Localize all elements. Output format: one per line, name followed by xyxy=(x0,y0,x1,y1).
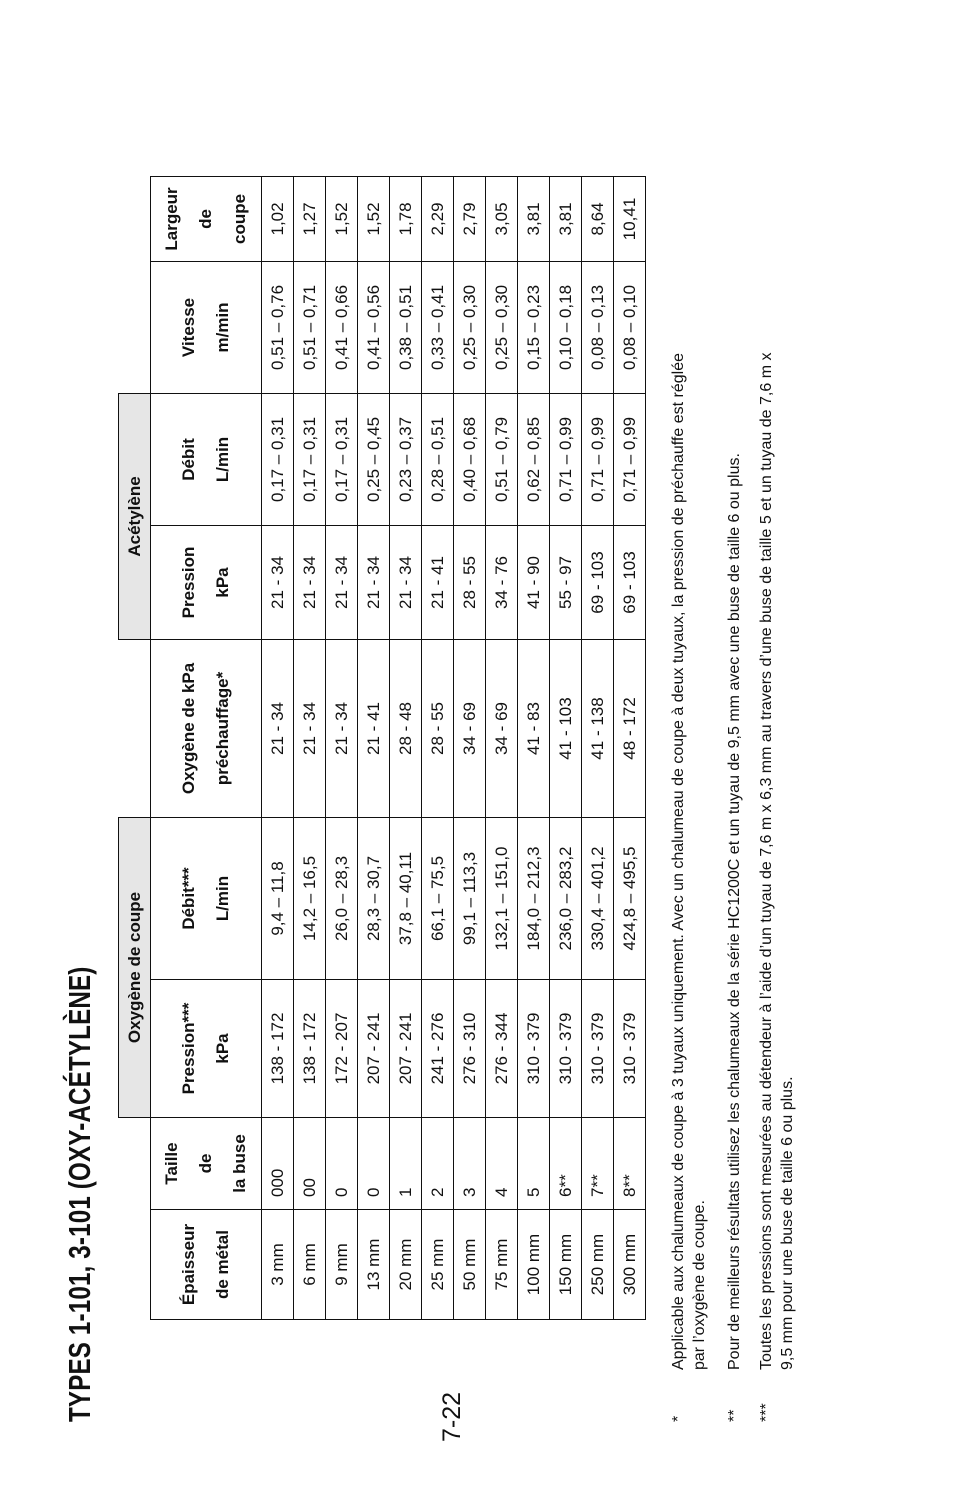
table-cell: 55 - 97 xyxy=(550,525,582,639)
group-header-acetylene: Acétylène xyxy=(119,393,151,639)
table-cell: 310 - 379 xyxy=(550,980,582,1118)
table-cell: 1,27 xyxy=(294,176,326,261)
table-cell: 21 - 34 xyxy=(262,639,294,817)
table-cell: 207 - 241 xyxy=(358,980,390,1118)
page-number: 7-22 xyxy=(438,1391,466,1442)
table-cell: 0,51 – 0,76 xyxy=(262,261,294,393)
table-cell: 0,33 – 0,41 xyxy=(422,261,454,393)
table-cell: 0 xyxy=(326,1118,358,1210)
group-header-cutting-oxygen: Oxygène de coupe xyxy=(119,817,151,1117)
table-row xyxy=(550,176,582,1319)
table-cell: 50 mm xyxy=(454,1210,486,1320)
footnote-mark: *** xyxy=(758,1403,775,1422)
table-cell: 20 mm xyxy=(390,1210,422,1320)
header-nozzle-size: Taille de la buse xyxy=(151,1118,262,1210)
table-cell: 0,25 – 0,30 xyxy=(454,261,486,393)
table-cell: 0,51 – 0,79 xyxy=(486,393,518,525)
table-cell: 21 - 34 xyxy=(262,525,294,639)
table-cell: 41 - 103 xyxy=(550,639,582,817)
header-acetylene-pressure: Pression kPa xyxy=(151,525,262,639)
table-cell: 21 - 34 xyxy=(294,639,326,817)
table-cell: 5 xyxy=(518,1118,550,1210)
table-cell: 1,52 xyxy=(358,176,390,261)
table-cell: 69 - 103 xyxy=(614,525,646,639)
footnote-mark: ** xyxy=(726,1409,743,1422)
table-cell: 21 - 34 xyxy=(358,525,390,639)
table-cell: 3,81 xyxy=(550,176,582,261)
table-cell: 34 - 76 xyxy=(486,525,518,639)
table-cell: 207 - 241 xyxy=(390,980,422,1118)
header-speed: Vitesse m/min xyxy=(151,261,262,393)
table-cell: 100 mm xyxy=(518,1210,550,1320)
header-kerf-width: Largeur de coupe xyxy=(151,176,262,261)
table-cell: 0,71 – 0,99 xyxy=(550,393,582,525)
footnote-mark: * xyxy=(670,1415,687,1422)
table-cell: 99,1 – 113,3 xyxy=(454,817,486,979)
table-cell: 250 mm xyxy=(582,1210,614,1320)
table-cell: 00 xyxy=(294,1118,326,1210)
table-cell: 0,08 – 0,13 xyxy=(582,261,614,393)
table-cell: 172 - 207 xyxy=(326,980,358,1118)
table-cell: 34 - 69 xyxy=(454,639,486,817)
table-cell: 0,71 – 0,99 xyxy=(582,393,614,525)
table-cell: 132,1 – 151,0 xyxy=(486,817,518,979)
table-cell: 2,79 xyxy=(454,176,486,261)
table-cell: 0,25 – 0,45 xyxy=(358,393,390,525)
table-cell: 1,78 xyxy=(390,176,422,261)
table-body xyxy=(262,176,646,1319)
table-cell: 41 - 138 xyxy=(582,639,614,817)
table-cell: 330,4 – 401,2 xyxy=(582,817,614,979)
table-cell: 424,8 – 495,5 xyxy=(614,817,646,979)
table-cell: 28 - 48 xyxy=(390,639,422,817)
table-cell: 37,8 – 40,11 xyxy=(390,817,422,979)
table-row xyxy=(358,176,390,1319)
table-cell: 150 mm xyxy=(550,1210,582,1320)
group-header-row xyxy=(119,176,151,1319)
table-cell: 0,15 – 0,23 xyxy=(518,261,550,393)
table-cell: 28,3 – 30,7 xyxy=(358,817,390,979)
table-cell: 21 - 34 xyxy=(390,525,422,639)
table-cell: 3 xyxy=(454,1118,486,1210)
table-cell: 0,25 – 0,30 xyxy=(486,261,518,393)
table-row xyxy=(518,176,550,1319)
cutting-chart-table-wrap xyxy=(118,177,646,1320)
table-cell: 28 - 55 xyxy=(422,639,454,817)
table-cell: 21 - 41 xyxy=(422,525,454,639)
footnote-text: Toutes les pressions sont mesurées au détendeur à l’aide d’un tuyau de 7,6 m x 6,3 mm au travers d’une buse de taille 5 et un tuyau de 7,6 m x 9,5 mm pour une buse de taille 6 ou plus. xyxy=(758,352,796,1370)
table-cell: 0,17 – 0,31 xyxy=(262,393,294,525)
table-cell: 138 - 172 xyxy=(294,980,326,1118)
table-row xyxy=(262,176,294,1319)
table-cell: 2,29 xyxy=(422,176,454,261)
table-cell: 2 xyxy=(422,1118,454,1210)
table-cell: 69 - 103 xyxy=(582,525,614,639)
table-cell: 3 mm xyxy=(262,1210,294,1320)
table-cell: 48 - 172 xyxy=(614,639,646,817)
table-cell: 0,41 – 0,66 xyxy=(326,261,358,393)
table-cell: 0 xyxy=(358,1118,390,1210)
table-cell: 34 - 69 xyxy=(486,639,518,817)
table-cell: 66,1 – 75,5 xyxy=(422,817,454,979)
table-cell: 28 - 55 xyxy=(454,525,486,639)
table-cell: 0,41 – 0,56 xyxy=(358,261,390,393)
table-cell: 9 mm xyxy=(326,1210,358,1320)
table-cell: 21 - 34 xyxy=(294,525,326,639)
table-cell: 000 xyxy=(262,1118,294,1210)
table-row xyxy=(326,176,358,1319)
table-cell: 0,17 – 0,31 xyxy=(294,393,326,525)
header-cut-pressure: Pression*** kPa xyxy=(151,980,262,1118)
table-row xyxy=(454,176,486,1319)
table-row xyxy=(486,176,518,1319)
table-row xyxy=(422,176,454,1319)
table-cell: 0,71 – 0,99 xyxy=(614,393,646,525)
table-row xyxy=(294,176,326,1319)
table-cell: 6 mm xyxy=(294,1210,326,1320)
footnote-text: Applicable aux chalumeaux de coupe à 3 tuyaux uniquement. Avec un chalumeau de coupe à deux tuyaux, la pression de préchauffe est réglée par l’oxygène de coupe. xyxy=(670,353,708,1370)
table-cell: 0,28 – 0,51 xyxy=(422,393,454,525)
table-cell: 184,0 – 212,3 xyxy=(518,817,550,979)
table-cell: 0,10 – 0,18 xyxy=(550,261,582,393)
table-cell: 241 - 276 xyxy=(422,980,454,1118)
table-cell: 3,81 xyxy=(518,176,550,261)
table-row xyxy=(614,176,646,1319)
table-cell: 0,51 – 0,71 xyxy=(294,261,326,393)
table-cell: 276 - 344 xyxy=(486,980,518,1118)
table-cell: 4 xyxy=(486,1118,518,1210)
table-cell: 0,08 – 0,10 xyxy=(614,261,646,393)
table-cell: 25 mm xyxy=(422,1210,454,1320)
table-cell: 21 - 34 xyxy=(326,525,358,639)
footnote-text: Pour de meilleurs résultats utilisez les chalumeaux de la série HC1200C et un tuyau de 9,5 mm avec une buse de taille 6 ou plus. xyxy=(726,453,743,1370)
table-cell: 3,05 xyxy=(486,176,518,261)
table-cell: 21 - 41 xyxy=(358,639,390,817)
table-cell: 26,0 – 28,3 xyxy=(326,817,358,979)
header-cut-flow: Débit*** L/min xyxy=(151,817,262,979)
table-cell: 310 - 379 xyxy=(582,980,614,1118)
header-thickness: Épaisseur de métal xyxy=(151,1210,262,1320)
table-cell: 138 - 172 xyxy=(262,980,294,1118)
header-acetylene-flow: Débit L/min xyxy=(151,393,262,525)
cutting-chart-table xyxy=(118,176,646,1320)
table-cell: 13 mm xyxy=(358,1210,390,1320)
table-cell: 236,0 – 283,2 xyxy=(550,817,582,979)
table-cell: 6** xyxy=(550,1118,582,1210)
table-cell: 0,17 – 0,31 xyxy=(326,393,358,525)
table-cell: 0,23 – 0,37 xyxy=(390,393,422,525)
table-cell: 21 - 34 xyxy=(326,639,358,817)
table-cell: 8,64 xyxy=(582,176,614,261)
table-cell: 0,38 – 0,51 xyxy=(390,261,422,393)
table-cell: 14,2 – 16,5 xyxy=(294,817,326,979)
table-cell: 1,52 xyxy=(326,176,358,261)
table-cell: 310 - 379 xyxy=(518,980,550,1118)
table-cell: 8** xyxy=(614,1118,646,1210)
table-cell: 300 mm xyxy=(614,1210,646,1320)
table-cell: 41 - 90 xyxy=(518,525,550,639)
table-cell: 75 mm xyxy=(486,1210,518,1320)
table-row xyxy=(390,176,422,1319)
table-cell: 0,40 – 0,68 xyxy=(454,393,486,525)
header-preheat-oxygen: Oxygène de kPa préchauffage* xyxy=(151,639,262,817)
table-cell: 7** xyxy=(582,1118,614,1210)
table-cell: 310 - 379 xyxy=(614,980,646,1118)
table-row xyxy=(582,176,614,1319)
table-cell: 9,4 – 11,8 xyxy=(262,817,294,979)
table-cell: 1 xyxy=(390,1118,422,1210)
page-title: TYPES 1-101, 3-101 (OXY-ACÉTYLÈNE) xyxy=(62,966,97,1422)
table-cell: 10,41 xyxy=(614,176,646,261)
table-cell: 0,62 – 0,85 xyxy=(518,393,550,525)
column-header-row xyxy=(151,176,262,1319)
table-cell: 41 - 83 xyxy=(518,639,550,817)
table-cell: 276 - 310 xyxy=(454,980,486,1118)
table-cell: 1,02 xyxy=(262,176,294,261)
